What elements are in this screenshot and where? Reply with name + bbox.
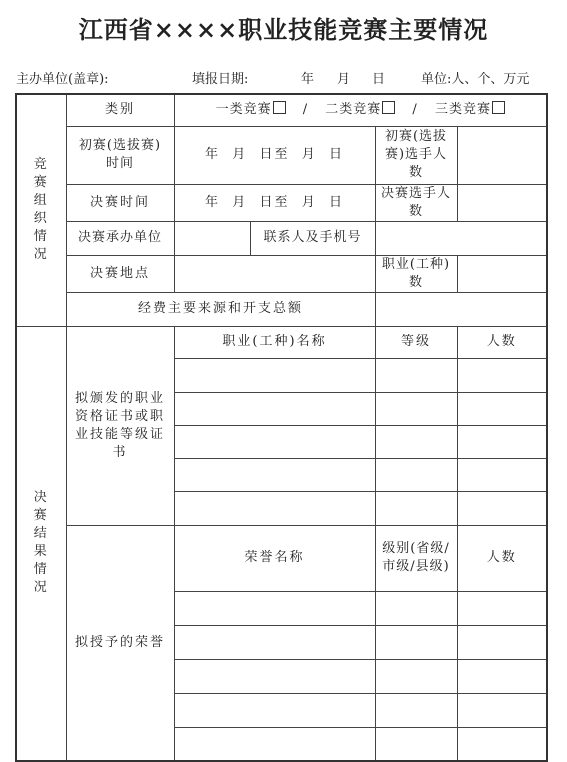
host-value[interactable] xyxy=(174,221,250,255)
venue-value[interactable] xyxy=(174,255,375,292)
cert-level-cell[interactable] xyxy=(375,358,457,392)
category-option-3[interactable]: 三类竞赛 xyxy=(435,102,505,117)
cert-header-name: 职业(工种)名称 xyxy=(174,326,375,358)
contact-label: 联系人及手机号 xyxy=(250,221,375,255)
cert-count-cell[interactable] xyxy=(457,358,547,392)
checkbox-icon xyxy=(382,101,395,114)
prelim-count-label: 初赛(选拔赛)选手人数 xyxy=(375,126,457,184)
org-section-label: 竞赛组织情况 xyxy=(16,94,66,326)
honor-name-cell[interactable] xyxy=(174,693,375,727)
cert-count-cell[interactable] xyxy=(457,425,547,458)
final-time-value[interactable]: 年 月 日至 月 日 xyxy=(174,184,375,221)
cert-count-cell[interactable] xyxy=(457,458,547,491)
honor-count-cell[interactable] xyxy=(457,659,547,693)
honor-level-cell[interactable] xyxy=(375,625,457,659)
honor-name-cell[interactable] xyxy=(174,591,375,625)
final-count-value[interactable] xyxy=(457,184,547,221)
category-option-2[interactable]: 二类竞赛 xyxy=(325,102,395,117)
host-label: 决赛承办单位 xyxy=(66,221,174,255)
report-day-label: 日 xyxy=(372,72,386,87)
report-date-label: 填报日期: xyxy=(192,72,249,87)
checkbox-icon xyxy=(273,101,286,114)
honor-name-cell[interactable] xyxy=(174,625,375,659)
prelim-time-label: 初赛(选拔赛)时间 xyxy=(66,126,174,184)
honor-level-cell[interactable] xyxy=(375,727,457,761)
occupation-count-label: 职业(工种)数 xyxy=(375,255,457,292)
honor-header-level: 级别(省级/市级/县级) xyxy=(375,525,457,591)
cert-name-cell[interactable] xyxy=(174,491,375,525)
honor-header-name: 荣誉名称 xyxy=(174,525,375,591)
cert-header-count: 人数 xyxy=(457,326,547,358)
cert-level-cell[interactable] xyxy=(375,392,457,425)
honor-count-cell[interactable] xyxy=(457,625,547,659)
cert-name-cell[interactable] xyxy=(174,392,375,425)
funding-value[interactable] xyxy=(375,292,547,326)
funding-label: 经费主要来源和开支总额 xyxy=(66,292,375,326)
cert-name-cell[interactable] xyxy=(174,425,375,458)
honor-name-cell[interactable] xyxy=(174,727,375,761)
cert-level-cell[interactable] xyxy=(375,425,457,458)
cert-label: 拟颁发的职业资格证书或职业技能等级证书 xyxy=(66,326,174,525)
checkbox-icon xyxy=(492,101,505,114)
venue-label: 决赛地点 xyxy=(66,255,174,292)
cert-name-cell[interactable] xyxy=(174,458,375,491)
result-section-label: 决赛结果情况 xyxy=(16,326,66,761)
cert-name-cell[interactable] xyxy=(174,358,375,392)
document-title: 江西省××××职业技能竞赛主要情况 xyxy=(78,15,489,44)
honor-count-cell[interactable] xyxy=(457,727,547,761)
honor-label: 拟授予的荣誉 xyxy=(66,525,174,761)
cert-level-cell[interactable] xyxy=(375,491,457,525)
final-count-label: 决赛选手人数 xyxy=(375,184,457,221)
honor-header-count: 人数 xyxy=(457,525,547,591)
occupation-count-value[interactable] xyxy=(457,255,547,292)
prelim-time-value[interactable]: 年 月 日至 月 日 xyxy=(174,126,375,184)
report-year-label: 年 xyxy=(301,72,315,87)
honor-level-cell[interactable] xyxy=(375,659,457,693)
contact-value[interactable] xyxy=(375,221,547,255)
separator: / xyxy=(302,102,309,118)
honor-count-cell[interactable] xyxy=(457,591,547,625)
final-time-label: 决赛时间 xyxy=(66,184,174,221)
cert-count-cell[interactable] xyxy=(457,392,547,425)
honor-level-cell[interactable] xyxy=(375,693,457,727)
separator: / xyxy=(412,102,418,118)
category-options xyxy=(174,94,547,126)
category-label: 类别 xyxy=(66,94,174,126)
unit-label: 单位:人、个、万元 xyxy=(421,72,530,87)
honor-level-cell[interactable] xyxy=(375,591,457,625)
competition-info-table xyxy=(15,93,548,762)
cert-header-level: 等级 xyxy=(375,326,457,358)
prelim-count-value[interactable] xyxy=(457,126,547,184)
cert-level-cell[interactable] xyxy=(375,458,457,491)
cert-count-cell[interactable] xyxy=(457,491,547,525)
report-month-label: 月 xyxy=(337,72,351,87)
honor-name-cell[interactable] xyxy=(174,659,375,693)
honor-count-cell[interactable] xyxy=(457,693,547,727)
category-option-1[interactable]: 一类竞赛 xyxy=(216,102,286,117)
organizer-label: 主办单位(盖章): xyxy=(16,72,109,87)
